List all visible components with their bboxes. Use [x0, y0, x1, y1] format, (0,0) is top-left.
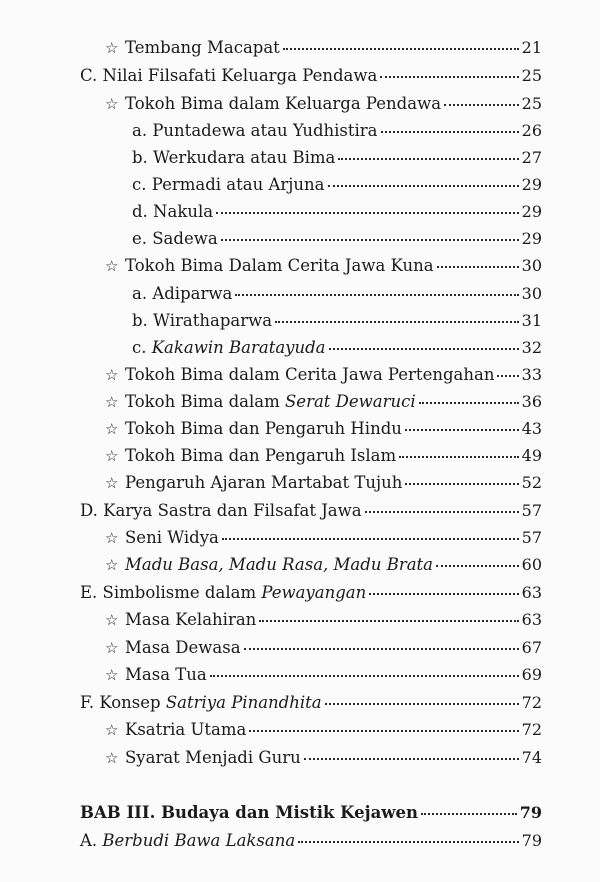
toc-entry-title-part: c. Permadi atau Arjuna [132, 175, 325, 194]
star-bullet-icon: ☆ [105, 529, 119, 547]
dot-leader [436, 565, 519, 567]
toc-page-number: 31 [521, 311, 542, 330]
star-bullet-icon: ☆ [105, 95, 119, 113]
toc-entry-title [125, 720, 246, 740]
toc-entry-title-part: Pengaruh Ajaran Martabat Tujuh [125, 473, 403, 492]
toc-entry [105, 38, 542, 58]
dot-leader [338, 158, 518, 160]
toc-entry [80, 583, 542, 603]
toc-page-number: 26 [521, 121, 542, 140]
toc-entry [80, 803, 542, 823]
toc-entry [80, 831, 542, 851]
toc-entry-title-part: Berbudi Bawa Laksana [102, 831, 296, 850]
dot-leader [437, 266, 519, 268]
toc-entry-title-part: E. Simbolisme dalam [80, 583, 262, 602]
toc-entry-title [125, 665, 207, 685]
toc-entry-title [80, 693, 322, 713]
toc-entry-title [132, 284, 232, 304]
toc-page-number: 36 [521, 392, 542, 411]
dot-leader [221, 239, 519, 241]
dot-leader [328, 185, 519, 187]
toc-entry [105, 665, 542, 685]
toc-entry [105, 446, 542, 466]
star-bullet-icon: ☆ [105, 666, 119, 684]
toc-entry-title [132, 148, 335, 168]
toc-entry-title [132, 311, 272, 331]
star-bullet-icon: ☆ [105, 393, 119, 411]
toc-page-number: 27 [521, 148, 542, 167]
toc-page-number: 72 [521, 720, 542, 739]
toc-entry-title [132, 338, 326, 358]
toc-entry-title-part: c. [132, 338, 152, 357]
dot-leader [405, 429, 519, 431]
toc-entry-title-part: Madu Basa, Madu Rasa, Madu Brata [125, 555, 434, 574]
toc-entry-title-part: A. [80, 831, 103, 850]
toc-entry [132, 175, 542, 195]
toc-entry-title [125, 638, 241, 658]
toc-entry-title-part: Masa Kelahiran [125, 610, 257, 629]
toc-entry [105, 720, 542, 740]
toc-entry-title [80, 831, 295, 851]
toc-entry-title-part: d. Nakula [132, 202, 214, 221]
toc-entry [80, 66, 542, 86]
toc-entry-title [125, 528, 219, 548]
toc-entry-title [132, 229, 218, 249]
toc-entry-title-part: Tokoh Bima dalam Cerita Jawa Pertengahan [125, 365, 495, 384]
toc-entry-title [125, 419, 402, 439]
toc-entry-title [125, 94, 441, 114]
toc-entry-title-part: Tokoh Bima dan Pengaruh Islam [125, 446, 397, 465]
toc-page-number: 79 [519, 803, 542, 822]
toc-entry-title [132, 175, 325, 195]
toc-page-number: 33 [521, 365, 542, 384]
toc-page-number: 21 [521, 38, 542, 57]
toc-page-number: 49 [521, 446, 542, 465]
toc-entry-title-part: Seni Widya [125, 528, 219, 547]
toc-entry-title-part: Serat Dewaruci [285, 392, 416, 411]
toc-page-number: 29 [521, 175, 542, 194]
toc-entry [105, 365, 542, 385]
star-bullet-icon: ☆ [105, 420, 119, 438]
toc-page-number: 52 [521, 473, 542, 492]
star-bullet-icon: ☆ [105, 474, 119, 492]
toc-entry-title-part: C. Nilai Filsafati Keluarga Pendawa [80, 66, 378, 85]
toc-page-number: 74 [521, 748, 542, 767]
dot-leader [235, 294, 518, 296]
toc-entry-title-part: Pewayangan [261, 583, 367, 602]
toc-entry-title-part: Tembang Macapat [125, 38, 280, 57]
toc-entry [105, 392, 542, 412]
toc-page-number: 29 [521, 229, 542, 248]
toc-entry-title-part: a. Adiparwa [132, 284, 233, 303]
toc-entry-title [80, 501, 362, 521]
star-bullet-icon: ☆ [105, 749, 119, 767]
toc-page-number: 32 [521, 338, 542, 357]
toc-page-number: 43 [521, 419, 542, 438]
toc-page-number: 63 [521, 583, 542, 602]
dot-leader [259, 620, 518, 622]
toc-entry [105, 94, 542, 114]
toc-entry-title [125, 748, 301, 768]
toc-entry [132, 229, 542, 249]
toc-entry [80, 693, 542, 713]
star-bullet-icon: ☆ [105, 556, 119, 574]
dot-leader [244, 648, 519, 650]
dot-leader [304, 758, 519, 760]
dot-leader [444, 104, 519, 106]
star-bullet-icon: ☆ [105, 366, 119, 384]
toc-entry-title-part: Syarat Menjadi Guru [125, 748, 301, 767]
star-bullet-icon: ☆ [105, 39, 119, 57]
toc-page-number: 57 [521, 528, 542, 547]
dot-leader [210, 675, 519, 677]
dot-leader [380, 76, 518, 78]
toc-entry-title [125, 256, 434, 276]
toc-entry-title [125, 38, 280, 58]
star-bullet-icon: ☆ [105, 447, 119, 465]
toc-page-number: 60 [521, 555, 542, 574]
dot-leader [405, 483, 518, 485]
dot-leader [249, 730, 518, 732]
toc-entry-title-part: b. Wirathaparwa [132, 311, 273, 330]
toc-page-number: 25 [521, 94, 542, 113]
toc-entry-title-part: Masa Dewasa [125, 638, 241, 657]
toc-entry-title [125, 610, 256, 630]
toc-entry [132, 284, 542, 304]
dot-leader [421, 813, 517, 815]
toc-page-number: 63 [521, 610, 542, 629]
toc-entry [105, 748, 542, 768]
toc-page-number: 29 [521, 202, 542, 221]
toc-page-number: 57 [521, 501, 542, 520]
toc-page-number: 30 [521, 256, 542, 275]
toc-entry-title-part: e. Sadewa [132, 229, 218, 248]
toc-page-number: 30 [521, 284, 542, 303]
toc-entry-title [125, 473, 402, 493]
toc-entry-title-part: b. Werkudara atau Bima [132, 148, 336, 167]
toc-entry-title [125, 446, 396, 466]
toc-entry-title-part: D. Karya Sastra dan Filsafat Jawa [80, 501, 362, 520]
toc-entry-title [80, 583, 366, 603]
dot-leader [329, 348, 519, 350]
dot-leader [222, 538, 519, 540]
toc-entry-title [132, 121, 378, 141]
dot-leader [381, 131, 519, 133]
star-bullet-icon: ☆ [105, 721, 119, 739]
toc-entry-title [132, 202, 213, 222]
dot-leader [283, 48, 519, 50]
toc-entry-title-part: Ksatria Utama [125, 720, 247, 739]
dot-leader [275, 321, 519, 323]
toc-entry-title-part: F. Konsep [80, 693, 166, 712]
toc-entry-title [80, 803, 418, 823]
toc-entry [132, 338, 542, 358]
dot-leader [419, 402, 519, 404]
toc-entry [132, 202, 542, 222]
toc-entry-title-part: Masa Tua [125, 665, 207, 684]
toc-entry-title-part: Satriya Pinandhita [165, 693, 322, 712]
toc-entry [105, 528, 542, 548]
toc-entry-title-part: Tokoh Bima dalam Keluarga Pendawa [125, 94, 442, 113]
toc-entry [105, 473, 542, 493]
toc-entry-title-part: Tokoh Bima dan Pengaruh Hindu [125, 419, 402, 438]
toc-entry [105, 555, 542, 575]
toc-entry-title-part: Tokoh Bima dalam [125, 392, 285, 411]
dot-leader [298, 841, 518, 843]
toc-entry-title-part: Tokoh Bima Dalam Cerita Jawa Kuna [125, 256, 434, 275]
dot-leader [497, 375, 518, 377]
toc-entry [105, 419, 542, 439]
toc-entry-title [125, 555, 433, 575]
star-bullet-icon: ☆ [105, 611, 119, 629]
dot-leader [399, 456, 518, 458]
toc-entry [105, 256, 542, 276]
toc-page-number: 69 [521, 665, 542, 684]
dot-leader [365, 511, 519, 513]
star-bullet-icon: ☆ [105, 639, 119, 657]
toc-entry [105, 638, 542, 658]
dot-leader [325, 703, 519, 705]
toc-entry-title [125, 365, 494, 385]
toc-page-number: 72 [521, 693, 542, 712]
toc-entry [132, 311, 542, 331]
toc-entry [80, 501, 542, 521]
dot-leader [216, 212, 519, 214]
toc-entry-title-part: Kakawin Baratayuda [151, 338, 326, 357]
star-bullet-icon: ☆ [105, 257, 119, 275]
toc-page-number: 67 [521, 638, 542, 657]
toc-entry-title [125, 392, 416, 412]
toc-entry-title-part: a. Puntadewa atau Yudhistira [132, 121, 378, 140]
toc-entry-title [80, 66, 377, 86]
dot-leader [369, 593, 518, 595]
toc-entry [132, 148, 542, 168]
toc-page-number: 79 [521, 831, 542, 850]
toc-page-number: 25 [521, 66, 542, 85]
toc-entry [132, 121, 542, 141]
toc-entry-title-part: BAB III. Budaya dan Mistik Kejawen [80, 803, 418, 822]
toc-entry [105, 610, 542, 630]
